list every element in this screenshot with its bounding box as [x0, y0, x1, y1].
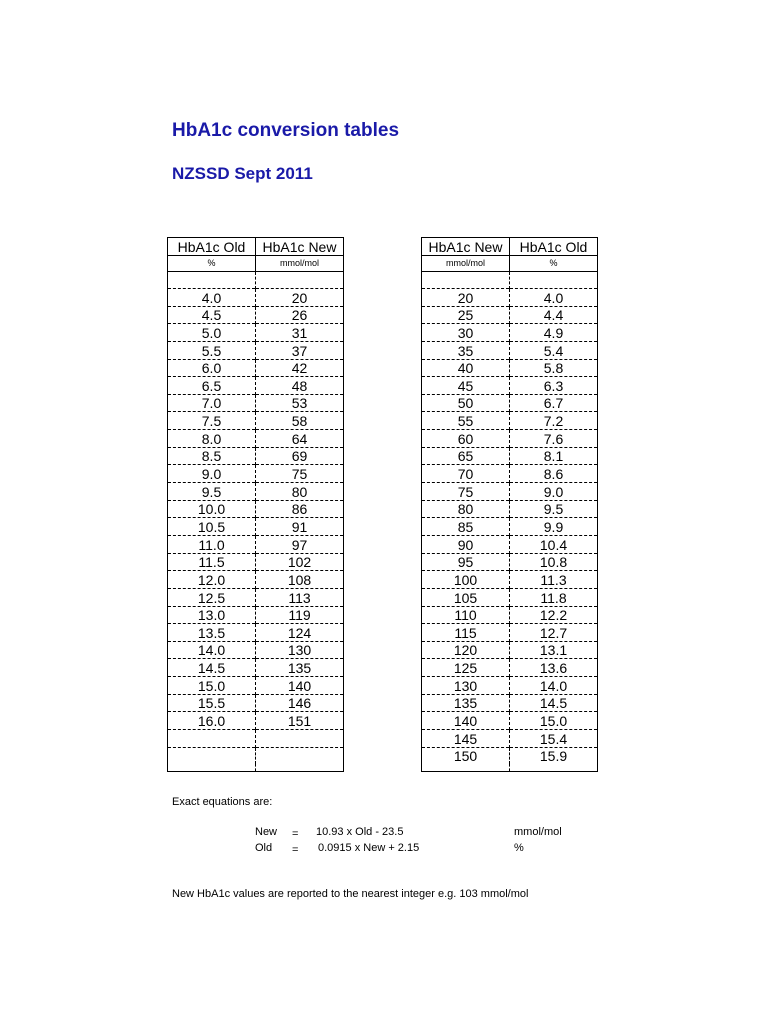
- table-row: [168, 606, 344, 624]
- table-cell: 9.0: [168, 465, 256, 483]
- column-unit: %: [510, 256, 598, 272]
- table-row: [168, 624, 344, 642]
- table-cell: 35: [422, 341, 510, 359]
- table-cell: 6.3: [510, 377, 598, 395]
- table-cell: 15.4: [510, 730, 598, 748]
- table-cell: 13.0: [168, 606, 256, 624]
- table-cell: 7.5: [168, 412, 256, 430]
- table-cell: 105: [422, 588, 510, 606]
- table-cell: 10.8: [510, 553, 598, 571]
- table-row: [168, 483, 344, 501]
- table-cell: 11.3: [510, 571, 598, 589]
- footnote: New HbA1c values are reported to the nearest integer e.g. 103 mmol/mol: [172, 888, 529, 900]
- table-row: [422, 447, 598, 465]
- table-cell: 135: [422, 694, 510, 712]
- table-row: [422, 412, 598, 430]
- table-cell: [256, 747, 344, 764]
- table-cell: 12.7: [510, 624, 598, 642]
- table-row: [422, 324, 598, 342]
- table-cell: [168, 747, 256, 764]
- table-row: [168, 730, 344, 748]
- table-cell: 70: [422, 465, 510, 483]
- table-row: [168, 306, 344, 324]
- table-cell: 7.0: [168, 394, 256, 412]
- table-cell: 102: [256, 553, 344, 571]
- table-cell: 9.5: [168, 483, 256, 501]
- table-cell: 10.0: [168, 500, 256, 518]
- column-unit: mmol/mol: [256, 256, 344, 272]
- table-row: [422, 641, 598, 659]
- table-cell: 45: [422, 377, 510, 395]
- table-cell: 135: [256, 659, 344, 677]
- equation-operator: =: [292, 844, 299, 856]
- table-cell: 100: [422, 571, 510, 589]
- table-cell: 108: [256, 571, 344, 589]
- table-cell: 48: [256, 377, 344, 395]
- table-cell: 11.0: [168, 535, 256, 553]
- table-cell: 110: [422, 606, 510, 624]
- table-row: [168, 553, 344, 571]
- table-cell: 10.5: [168, 518, 256, 536]
- equation-rhs: 0.0915 x New + 2.15: [318, 842, 420, 854]
- table-row: [422, 500, 598, 518]
- table-cell: 130: [422, 677, 510, 695]
- table-row: [168, 571, 344, 589]
- table-cell: 9.5: [510, 500, 598, 518]
- table-row: [168, 377, 344, 395]
- table-row: [422, 712, 598, 730]
- table-cell: [256, 730, 344, 748]
- table-row: [168, 747, 344, 764]
- table-cell: 119: [256, 606, 344, 624]
- column-header: HbA1c Old: [510, 238, 598, 256]
- table-cell: 7.2: [510, 412, 598, 430]
- table-cell: 75: [256, 465, 344, 483]
- table-cell: 95: [422, 553, 510, 571]
- table-row: [422, 730, 598, 748]
- table-cell: 85: [422, 518, 510, 536]
- table-cell: 31: [256, 324, 344, 342]
- table-cell: 5.4: [510, 341, 598, 359]
- table-row: [168, 447, 344, 465]
- table-cell: 151: [256, 712, 344, 730]
- table-cell: 140: [422, 712, 510, 730]
- table-cell: 14.5: [510, 694, 598, 712]
- page-title: HbA1c conversion tables: [172, 120, 400, 141]
- equations-intro: Exact equations are:: [172, 796, 273, 808]
- table-cell: 15.0: [510, 712, 598, 730]
- table-cell: 55: [422, 412, 510, 430]
- table-row: [168, 412, 344, 430]
- table-row: [168, 659, 344, 677]
- table-cell: 15.9: [510, 747, 598, 764]
- table-row: [422, 677, 598, 695]
- table-row: [422, 535, 598, 553]
- table-cell: 40: [422, 359, 510, 377]
- table-cell: 8.6: [510, 465, 598, 483]
- table-cell: 26: [256, 306, 344, 324]
- table-row: [422, 377, 598, 395]
- table-cell: 30: [422, 324, 510, 342]
- table-row: [168, 359, 344, 377]
- table-cell: 6.5: [168, 377, 256, 395]
- table-row: [422, 394, 598, 412]
- table-cell: 145: [422, 730, 510, 748]
- column-unit: %: [168, 256, 256, 272]
- table-row: [422, 465, 598, 483]
- table-cell: 4.5: [168, 306, 256, 324]
- table-cell: 115: [422, 624, 510, 642]
- table-cell: 4.0: [510, 289, 598, 307]
- table-cell: 15.5: [168, 694, 256, 712]
- table-row: [422, 747, 598, 764]
- table-cell: 20: [256, 289, 344, 307]
- table-row: [422, 571, 598, 589]
- table-row: [422, 430, 598, 448]
- table-cell: 14.0: [510, 677, 598, 695]
- table-cell: 120: [422, 641, 510, 659]
- table-cell: 8.1: [510, 447, 598, 465]
- table-cell: 64: [256, 430, 344, 448]
- table-cell: 4.9: [510, 324, 598, 342]
- column-header: HbA1c Old: [168, 238, 256, 256]
- table-cell: 80: [256, 483, 344, 501]
- table-row: [168, 694, 344, 712]
- table-row: [422, 341, 598, 359]
- equation-unit: mmol/mol: [514, 826, 562, 838]
- table-row: [168, 289, 344, 307]
- table-cell: 53: [256, 394, 344, 412]
- table-cell: 146: [256, 694, 344, 712]
- table-cell: 12.2: [510, 606, 598, 624]
- table-cell: 97: [256, 535, 344, 553]
- table-cell: 5.5: [168, 341, 256, 359]
- page-subtitle: NZSSD Sept 2011: [172, 164, 313, 183]
- table-cell: 80: [422, 500, 510, 518]
- table-row: [168, 341, 344, 359]
- table-cell: 5.0: [168, 324, 256, 342]
- table-cell: 90: [422, 535, 510, 553]
- table-row: [422, 359, 598, 377]
- table-cell: 69: [256, 447, 344, 465]
- table-cell: 13.1: [510, 641, 598, 659]
- table-row: [422, 553, 598, 571]
- table-row: [422, 518, 598, 536]
- table-row: [422, 606, 598, 624]
- table-cell: 113: [256, 588, 344, 606]
- table-row: [422, 588, 598, 606]
- equation-unit: %: [514, 842, 524, 854]
- equation-rhs: 10.93 x Old - 23.5: [316, 826, 404, 838]
- equation-lhs: Old: [255, 842, 273, 854]
- table-row: [422, 624, 598, 642]
- table-row: [168, 500, 344, 518]
- table-row: [422, 659, 598, 677]
- table-cell: 25: [422, 306, 510, 324]
- table-cell: 15.0: [168, 677, 256, 695]
- table-cell: 124: [256, 624, 344, 642]
- table-cell: 11.5: [168, 553, 256, 571]
- column-unit: mmol/mol: [422, 256, 510, 272]
- table-cell: 60: [422, 430, 510, 448]
- column-header: HbA1c New: [422, 238, 510, 256]
- table-cell: 58: [256, 412, 344, 430]
- table-row: [168, 588, 344, 606]
- table-cell: [168, 730, 256, 748]
- table-cell: 140: [256, 677, 344, 695]
- table-cell: 16.0: [168, 712, 256, 730]
- table-cell: 11.8: [510, 588, 598, 606]
- table-cell: 5.8: [510, 359, 598, 377]
- table-row: [422, 289, 598, 307]
- new-to-old-table: [421, 237, 598, 772]
- table-row: [422, 483, 598, 501]
- table-row: [168, 324, 344, 342]
- equation-operator: =: [292, 828, 299, 840]
- table-cell: 13.5: [168, 624, 256, 642]
- table-row: [422, 306, 598, 324]
- table-cell: 91: [256, 518, 344, 536]
- old-to-new-table: [167, 237, 344, 772]
- table-row: [168, 712, 344, 730]
- table-cell: 6.0: [168, 359, 256, 377]
- equation-lhs: New: [255, 826, 278, 838]
- table-cell: 20: [422, 289, 510, 307]
- table-row: [422, 694, 598, 712]
- table-cell: 12.0: [168, 571, 256, 589]
- table-cell: 8.5: [168, 447, 256, 465]
- table-cell: 9.9: [510, 518, 598, 536]
- table-cell: 50: [422, 394, 510, 412]
- table-row: [168, 394, 344, 412]
- table-cell: 125: [422, 659, 510, 677]
- table-cell: 65: [422, 447, 510, 465]
- table-row: [168, 641, 344, 659]
- table-cell: 150: [422, 747, 510, 764]
- table-cell: 4.0: [168, 289, 256, 307]
- table-cell: 14.0: [168, 641, 256, 659]
- table-cell: 12.5: [168, 588, 256, 606]
- table-row: [168, 518, 344, 536]
- table-cell: 13.6: [510, 659, 598, 677]
- table-row: [168, 677, 344, 695]
- table-cell: 42: [256, 359, 344, 377]
- table-cell: 7.6: [510, 430, 598, 448]
- table-cell: 4.4: [510, 306, 598, 324]
- table-cell: 8.0: [168, 430, 256, 448]
- table-row: [168, 465, 344, 483]
- table-cell: 9.0: [510, 483, 598, 501]
- column-header: HbA1c New: [256, 238, 344, 256]
- table-cell: 10.4: [510, 535, 598, 553]
- table-row: [168, 535, 344, 553]
- table-cell: 75: [422, 483, 510, 501]
- table-cell: 86: [256, 500, 344, 518]
- table-cell: 6.7: [510, 394, 598, 412]
- table-cell: 14.5: [168, 659, 256, 677]
- table-cell: 130: [256, 641, 344, 659]
- table-cell: 37: [256, 341, 344, 359]
- table-row: [168, 430, 344, 448]
